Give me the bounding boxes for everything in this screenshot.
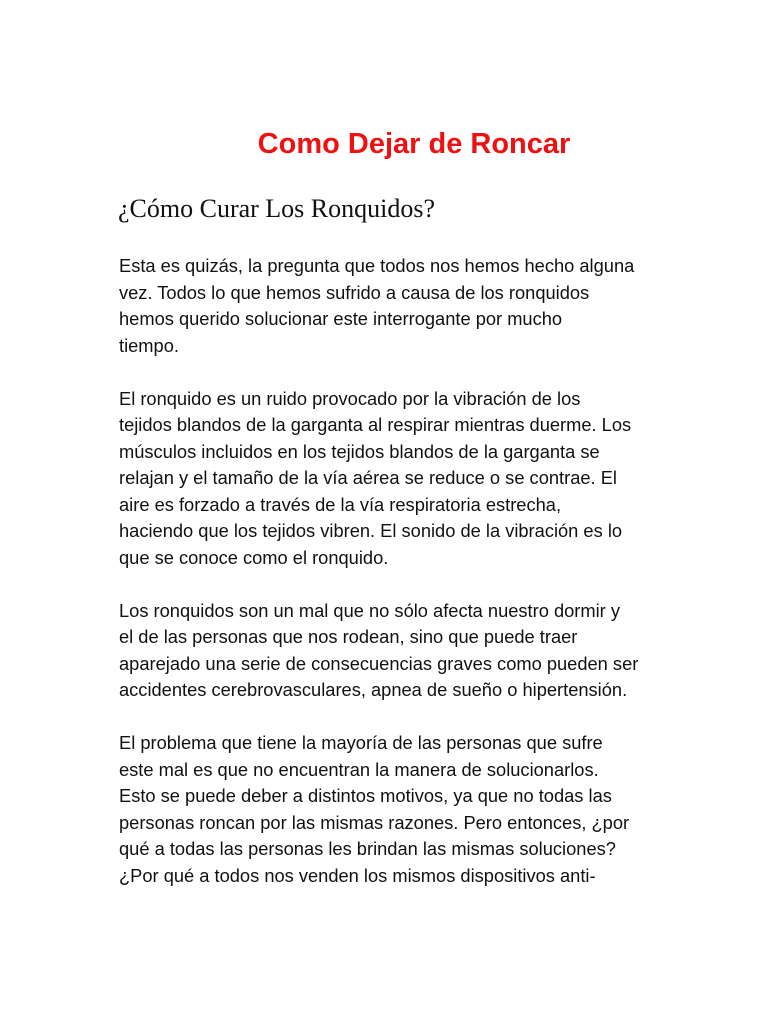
paragraph-line: aire es forzado a través de la vía respiratoria estrecha, (119, 493, 562, 515)
paragraph-line: que se conoce como el ronquido. (119, 546, 389, 568)
paragraph-line: tejidos blandos de la garganta al respirar mientras duerme. Los (119, 414, 632, 435)
paragraph-line: personas roncan por las mismas razones. Pero entonces, ¿por (119, 811, 630, 833)
document-body (119, 253, 729, 916)
paragraph-line: el de las personas que nos rodean, sino que puede traer (119, 626, 578, 647)
body-paragraph (119, 730, 729, 889)
paragraph-line: músculos incluidos en los tejidos blandos de la garganta se (119, 440, 600, 462)
paragraph-line: qué a todas las personas les brindan las mismas soluciones? (119, 838, 616, 859)
paragraph-line: El problema que tiene la mayoría de las personas que sufre (119, 732, 603, 753)
paragraph-line: hemos querido solucionar este interrogante por mucho (119, 308, 563, 329)
paragraph-line: Esta es quizás, la pregunta que todos nos hemos hecho alguna (119, 255, 635, 276)
document-subtitle: ¿Cómo Curar Los Ronquidos? (118, 194, 436, 223)
paragraph-line: Los ronquidos son un mal que no sólo afecta nuestro dormir y (119, 599, 620, 621)
paragraph-line: tiempo. (119, 334, 179, 356)
paragraph-line: ¿Por qué a todos nos venden los mismos dispositivos anti- (119, 864, 596, 886)
paragraph-line: Esto se puede deber a distintos motivos, ya que no todas las (119, 785, 612, 806)
paragraph-line: vez. Todos lo que hemos sufrido a causa de los ronquidos (119, 281, 590, 303)
paragraph-line: relajan y el tamaño de la vía aérea se reduce o se contrae. El (119, 467, 617, 488)
body-paragraph (119, 386, 729, 572)
paragraph-line: haciendo que los tejidos vibren. El sonido de la vibración es lo (119, 520, 623, 541)
document-title: Como Dejar de Roncar (257, 128, 571, 160)
paragraph-line: este mal es que no encuentran la manera de solucionarlos. (119, 758, 599, 780)
paragraph-line: aparejado una serie de consecuencias graves como pueden ser (119, 652, 639, 674)
paragraph-line: accidentes cerebrovasculares, apnea de sueño o hipertensión. (119, 679, 628, 700)
body-paragraph (119, 598, 729, 704)
paragraph-line: El ronquido es un ruido provocado por la vibración de los (119, 387, 581, 409)
body-paragraph (119, 253, 729, 359)
